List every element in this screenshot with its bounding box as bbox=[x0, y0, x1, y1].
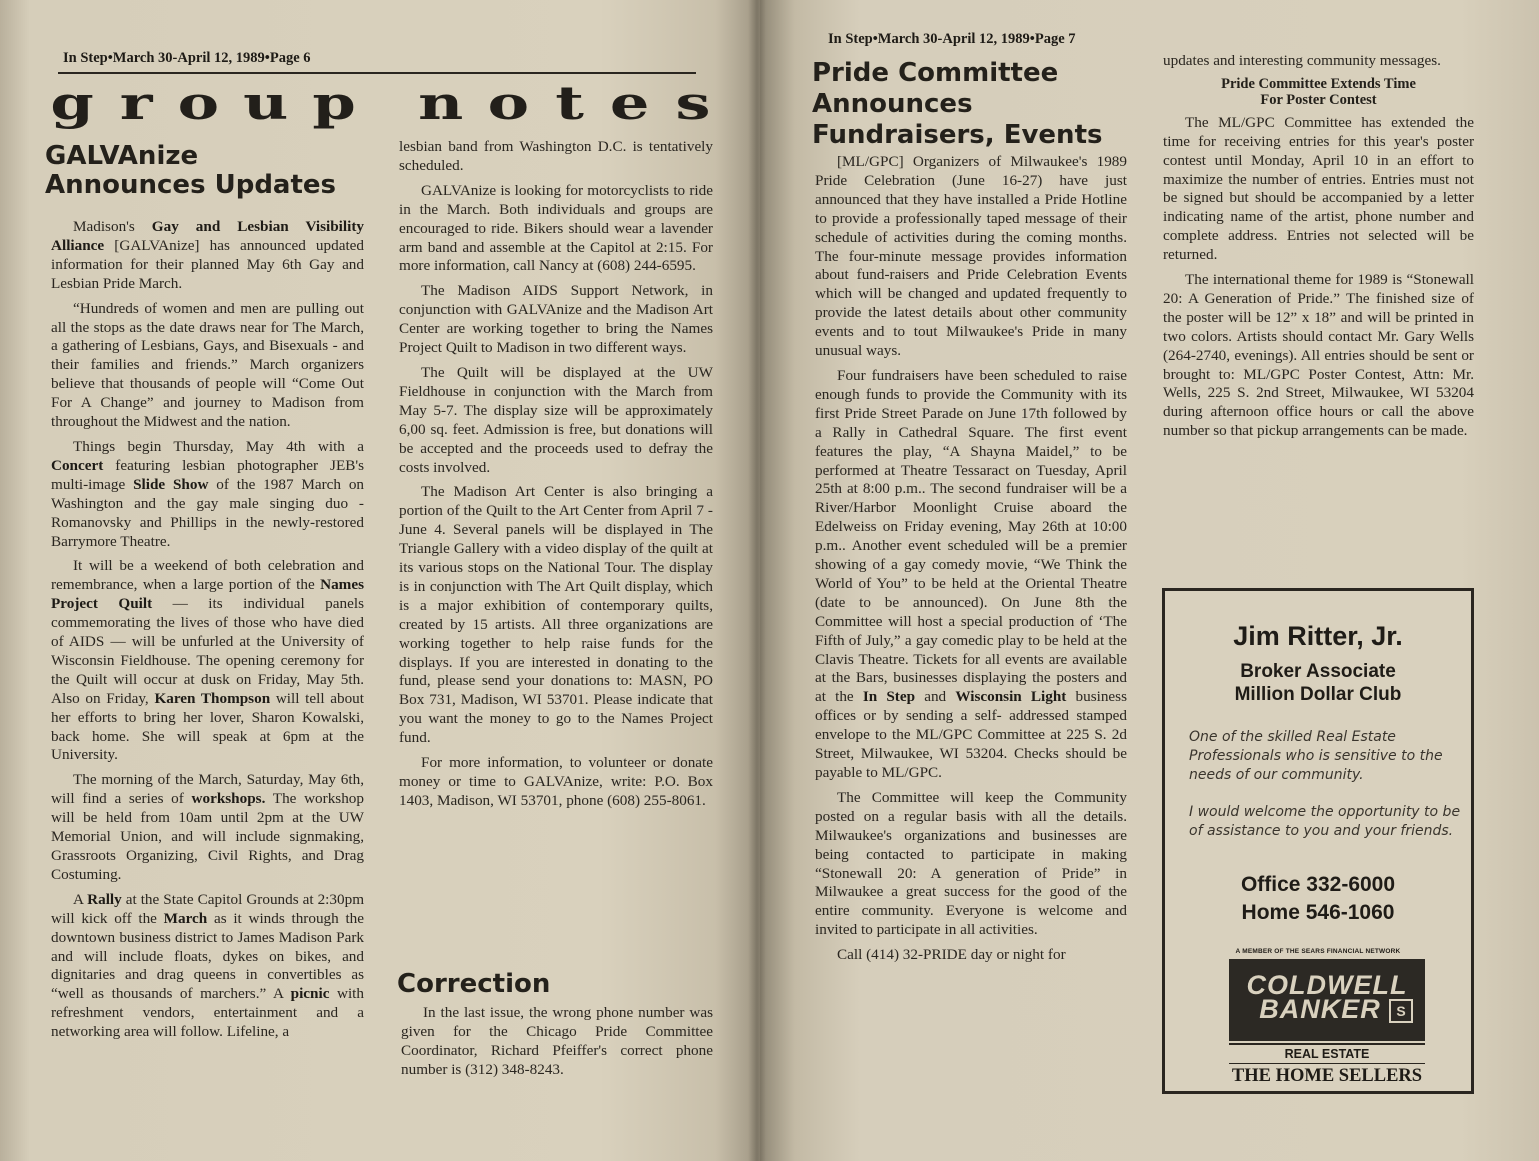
masthead-letter: u bbox=[243, 76, 289, 130]
brand-line: COLDWELL bbox=[1246, 970, 1408, 1000]
article-paragraph: “Hundreds of women and men are pulling out all the stops as the date draws near for The March, a gathering of Lesbians, Gays, and Bisexuals - and their families and friends.” March organizers believe that thousands of people will “Come Out For A Change” and journey to Madison from throughout the Midwest and the nation. bbox=[51, 299, 364, 431]
masthead-letter: o bbox=[177, 76, 220, 130]
running-head-right: In Step•March 30-April 12, 1989•Page 7 bbox=[828, 31, 1076, 47]
ad-tagline: One of the skilled Real Estate Professionals who is sensitive to the needs of our community. bbox=[1189, 729, 1443, 783]
ad-office-phone: Office 332-6000 bbox=[1240, 873, 1396, 896]
coldwell-banker-logo bbox=[1229, 959, 1425, 1041]
pride-headline: Pride Committee Announces Fundraisers, Events bbox=[812, 58, 1103, 150]
article-paragraph: The ML/GPC Committee has extended the time for receiving entries for this year's poster contest until Monday, April 10 in an effort to maximize the number of entries. Entries must not be signed but should be accompanied by a letter indicating name of the artist, phone number and complete address. Entries not selected will be returned. bbox=[1163, 113, 1474, 264]
brand-line: BANKER bbox=[1259, 994, 1381, 1024]
realtor-advertisement bbox=[1162, 588, 1474, 1094]
galvanize-column-1 bbox=[51, 218, 364, 1048]
correction-column bbox=[401, 1004, 713, 1086]
pride-column-1 bbox=[815, 153, 1127, 971]
article-paragraph: The morning of the March, Saturday, May 6th, will find a series of workshops. The workshop will be held from 10am until 2pm at the UW Memorial Union, and will include signmaking, Grassroots Organizing, Civil Rights, and Drag Costuming. bbox=[51, 771, 364, 883]
article-paragraph: The Committee will keep the Community posted on a regular basis with all the details. Milwaukee's organizations and businesses are being contacted to participate in making “Stonewall 20: A generation of Pride” in Milwaukee a great success for the good of the entire community. Everyone is welcome and invited to participate in all activities. bbox=[815, 788, 1127, 939]
running-head-left: In Step•March 30-April 12, 1989•Page 6 bbox=[63, 50, 311, 66]
group-notes-masthead bbox=[50, 76, 711, 130]
article-paragraph: Call (414) 32-PRIDE day or night for bbox=[837, 946, 1066, 964]
ad-home-sellers: THE HOME SELLERS bbox=[1229, 1063, 1425, 1087]
masthead-letter: r bbox=[119, 76, 153, 130]
masthead-letter: s bbox=[675, 76, 711, 130]
masthead-letter: n bbox=[417, 76, 464, 130]
masthead-letter: e bbox=[610, 76, 650, 130]
correction-paragraph: In the last issue, the wrong phone number was given for the Chicago Pride Committee Coordinator, Richard Pfeiffer's correct phone number is (312) 348-8243. bbox=[401, 1004, 713, 1078]
galvanize-column-2 bbox=[399, 138, 713, 817]
article-paragraph: Madison's Gay and Lesbian Visibility Alliance [GALVAnize] has announced updated information for their planned May 6th Gay and Lesbian Pride March. bbox=[51, 218, 364, 292]
ad-title-line: Million Dollar Club bbox=[1234, 684, 1402, 705]
article-paragraph: The international theme for 1989 is “Stonewall 20: A Generation of Pride.” The finished size of the poster will be 12” x 18” and will be printed in two colors. Artists should contact Mr. Gary Wells (264-2740, evenings). All entries should be sent or brought to: ML/GPC Poster Contest, Attn: Mr. Wells, 225 S. 2nd Street, Milwaukee, WI 53204 during afternoon office hours or call the above number so that pickup arrangements can be made. bbox=[1163, 271, 1474, 440]
poster-contest-subhead: Pride Committee Extends Time For Poster Contest bbox=[1221, 75, 1416, 108]
article-paragraph: The Madison AIDS Support Network, in conjunction with GALVAnize and the Madison Art Center are working together to bring the Names Project Quilt to Madison in two different ways. bbox=[399, 282, 713, 357]
article-paragraph: [ML/GPC] Organizers of Milwaukee's 1989 Pride Celebration (June 16-27) have just announced that they have installed a Pride Hotline to provide a professionally taped message of their schedule of activities during the coming months. The four-minute message provides information about fund-raisers and Pride Celebration Events which will be changed and updated frequently to provide the latest details about other community events and to tout Milwaukee's Pride in many unusual ways. bbox=[815, 153, 1127, 360]
article-paragraph: lesbian band from Washington D.C. is tentatively scheduled. bbox=[399, 138, 713, 174]
article-paragraph: For more information, to volunteer or donate money or time to GALVAnize, write: P.O. Box 1403, Madison, WI 53701, phone (608) 255-8061. bbox=[399, 754, 713, 809]
ad-agent-name: Jim Ritter, Jr. bbox=[1233, 621, 1403, 651]
article-paragraph: Four fundraisers have been scheduled to raise enough funds to provide the Community with its first Pride Street Parade on June 17th followed by a Rally in Cathedral Square. The first event features the play, “A Shayna Maidel,” to be performed at Theatre Tessaract on Tuesday, April 25th at 8:00 p.m.. The second fundraiser will be a River/Harbor Moonlight Cruise aboard the Edelweiss on Friday evening, May 26th at 10:00 p.m.. Another event scheduled will be a premier showing of a gay comedy movie, “We Think the World of You” to be held at the Oriental Theatre (date to be announced). On June 8th the Committee will host a special production of ‘The Fifth of July,” a gay comedic play to be held at the Clavis Theatre. Tickets for all events are available at the Bars, businesses displaying the posters and at the In Step and Wisconsin Light business offices or by sending a self- addressed stamped envelope to the ML/GPC Committee at 225 S. 2d Street, Milwaukee, WI 53204. Checks should be payable to ML/GPC. bbox=[815, 366, 1127, 781]
galvanize-headline: GALVAnize Announces Updates bbox=[45, 141, 337, 201]
masthead-letter: t bbox=[555, 76, 584, 130]
article-paragraph: Things begin Thursday, May 4th with a Concert featuring lesbian photographer JEB's multi-image Slide Show of the 1987 March on Washington and the gay male singing duo - Romanovsky and Phillips in the newly-restored Barrymore Theatre. bbox=[51, 437, 365, 550]
article-paragraph: GALVAnize is looking for motorcyclists to ride in the March. Both individuals and groups are encouraged to ride. Bikers should wear a lavender arm band and assemble at the Capitol at 2:15. For more information, call Nancy at (608) 244-6595. bbox=[399, 181, 713, 275]
cb-emblem-icon: S bbox=[1389, 999, 1413, 1023]
masthead-rule bbox=[58, 72, 696, 74]
ad-real-estate: REAL ESTATE bbox=[1229, 1043, 1425, 1061]
pride-column-2 bbox=[1163, 52, 1474, 447]
ad-network-line: A MEMBER OF THE SEARS FINANCIAL NETWORK bbox=[1235, 948, 1401, 955]
correction-headline: Correction bbox=[397, 969, 551, 999]
article-paragraph: updates and interesting community messages. bbox=[1163, 52, 1441, 69]
ad-title-line: Broker Associate bbox=[1240, 661, 1396, 682]
article-paragraph: A Rally at the State Capitol Grounds at 2:30pm will kick off the March as it winds through the downtown business district to James Madison Park and will include floats, dykes on bikes, and dignitaries and drag queens in convertibles as “well as thousands of marchers.” A picnic with refreshment vendors, entertainment and a networking area will follow. Lifeline, a bbox=[51, 890, 365, 1041]
article-paragraph: The Madison Art Center is also bringing a portion of the Quilt to the Art Center from April 7 - June 4. Several panels will be displayed in The Triangle Gallery with a video display of the quilt at its various stops on the National Tour. The display is in conjunction with The Art Quilt display, which is a major exhibition of contemporary quilts, created by 15 artists. All three organizations are working together to help raise funds for the displays. If you are interested in donating to the fund, please send your donations to: MASN, PO Box 731, Madison, WI 53701. Please indicate that you want the money to go to the Names Project fund. bbox=[399, 483, 713, 747]
masthead-letter: o bbox=[487, 76, 529, 130]
ad-home-phone: Home 546-1060 bbox=[1241, 901, 1395, 924]
article-paragraph: The Quilt will be displayed at the UW Fieldhouse in conjunction with the March from May 5-7. The display size will be approximately 6,00 sq. feet. Admission is free, but donations will be accepted and the proceeds used to defray the costs involved. bbox=[399, 363, 713, 476]
page-gutter bbox=[748, 0, 766, 1161]
masthead-letter: p bbox=[312, 76, 356, 130]
masthead-letter: g bbox=[50, 76, 94, 130]
ad-invitation: I would welcome the opportunity to be of assistance to you and your friends. bbox=[1189, 804, 1461, 839]
article-paragraph: It will be a weekend of both celebration and remembrance, when a large portion of the Names Project Quilt — its individual panels commemorating the lives of those who have died of AIDS — will be unfurled at the University of Wisconsin Fieldhouse. The opening ceremony for the Quilt will occur at dusk on Friday, May 5th. Also on Friday, Karen Thompson will tell about her efforts to bring her lover, Sharon Kowalski, back home. She will speak at 6pm at the University. bbox=[51, 557, 364, 764]
